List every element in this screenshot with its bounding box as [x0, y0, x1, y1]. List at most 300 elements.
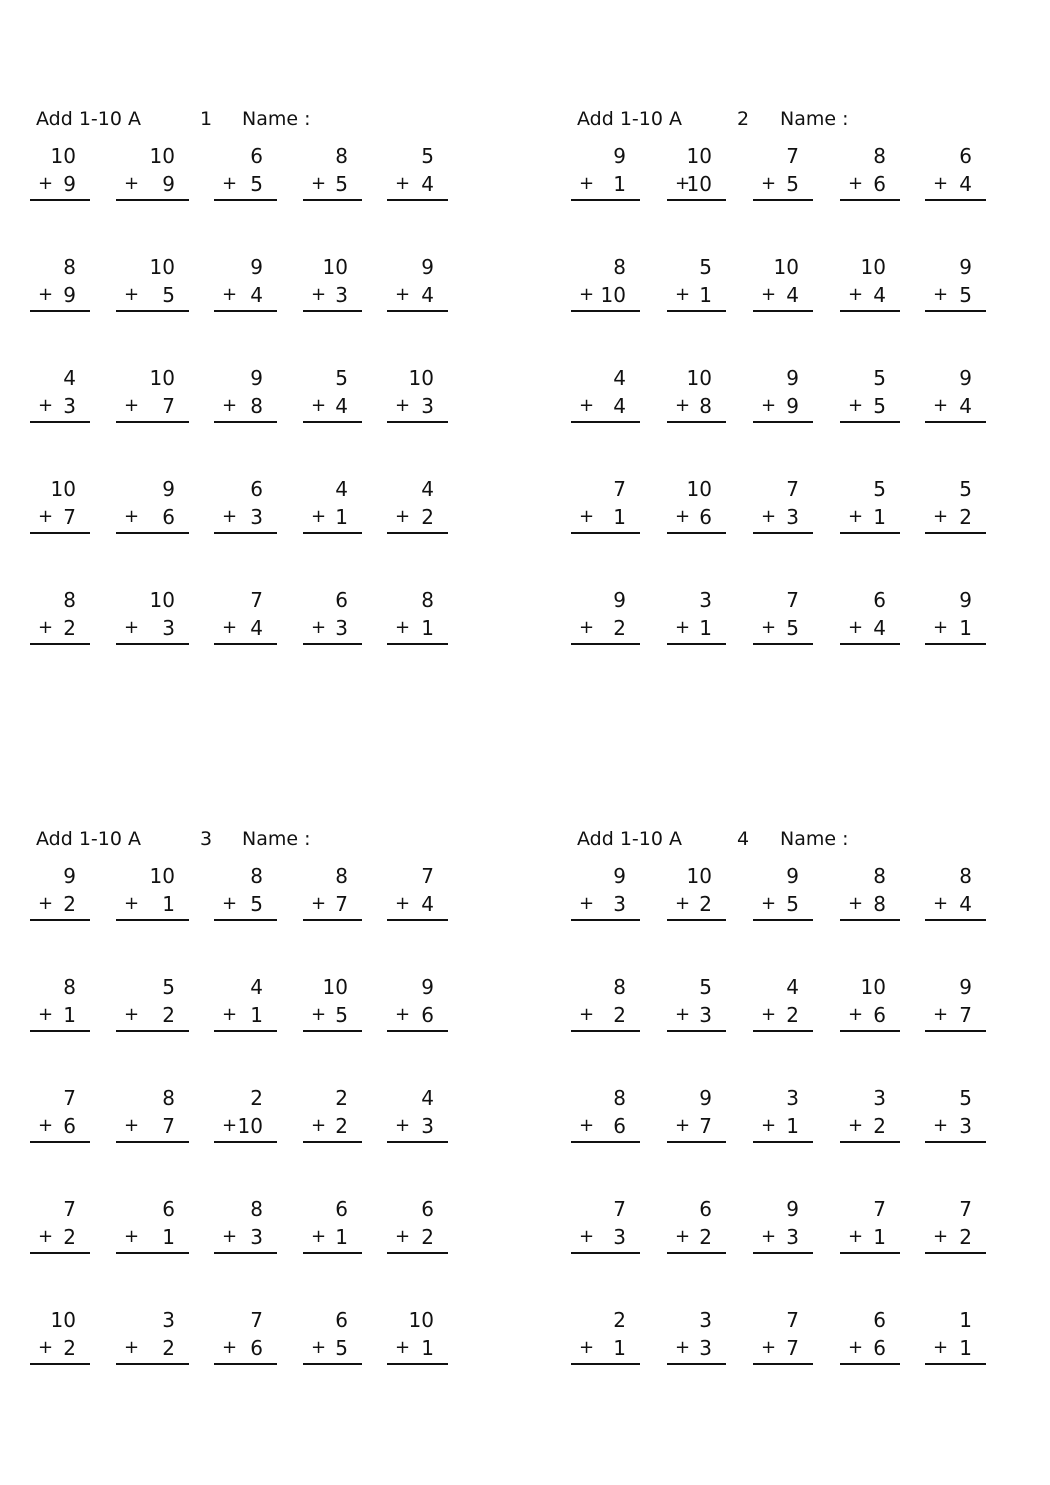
addition-problem[interactable]	[116, 1082, 189, 1142]
addition-problem[interactable]	[387, 860, 448, 920]
addend-top: 8	[63, 975, 76, 999]
answer-line	[925, 643, 986, 645]
addend-bottom: 1	[699, 283, 712, 307]
addend-top: 10	[50, 477, 76, 501]
answer-line	[214, 199, 277, 201]
plus-sign: +	[933, 617, 949, 638]
addition-problem[interactable]	[214, 140, 277, 200]
plus-sign: +	[933, 1004, 949, 1025]
addend-top: 3	[786, 1086, 799, 1110]
addition-problem[interactable]	[116, 971, 189, 1031]
addend-bottom: 8	[250, 394, 263, 418]
problem-row	[30, 971, 500, 1082]
addend-bottom: 1	[162, 1225, 175, 1249]
plus-sign: +	[311, 173, 327, 194]
plus-sign: +	[124, 1004, 140, 1025]
addend-top: 9	[421, 975, 434, 999]
addition-problem[interactable]	[840, 1304, 900, 1364]
plus-sign: +	[761, 173, 777, 194]
addend-top: 10	[773, 255, 799, 279]
addend-bottom: 3	[162, 616, 175, 640]
addend-bottom: 2	[63, 616, 76, 640]
addition-problem[interactable]	[214, 251, 277, 311]
addition-problem[interactable]	[303, 1082, 362, 1142]
addition-problem[interactable]	[753, 860, 813, 920]
addend-top: 10	[149, 255, 175, 279]
problem-row	[571, 1304, 1041, 1415]
addend-top: 8	[250, 1197, 263, 1221]
addend-top: 4	[421, 1086, 434, 1110]
addend-bottom: 4	[873, 283, 886, 307]
addition-problem[interactable]	[30, 584, 90, 644]
name-label: Name :	[242, 828, 311, 850]
addition-problem[interactable]	[571, 362, 640, 422]
addition-problem[interactable]	[30, 971, 90, 1031]
answer-line	[387, 1141, 448, 1143]
addend-top: 7	[613, 477, 626, 501]
problem-row	[30, 584, 500, 695]
addend-bottom: 1	[873, 505, 886, 529]
answer-line	[303, 421, 362, 423]
answer-line	[571, 310, 640, 312]
addend-top: 8	[613, 975, 626, 999]
addition-problem[interactable]	[303, 140, 362, 200]
answer-line	[387, 199, 448, 201]
addend-bottom: 2	[421, 505, 434, 529]
addition-problem[interactable]	[925, 1193, 986, 1253]
plus-sign: +	[395, 1337, 411, 1358]
answer-line	[925, 919, 986, 921]
plus-sign: +	[579, 173, 595, 194]
plus-sign: +	[38, 395, 54, 416]
addend-top: 6	[959, 144, 972, 168]
addition-problem[interactable]	[667, 140, 726, 200]
answer-line	[925, 1030, 986, 1032]
addend-bottom: 3	[786, 505, 799, 529]
addition-problem[interactable]	[840, 473, 900, 533]
worksheet-title: Add 1-10 A	[36, 828, 141, 850]
answer-line	[925, 310, 986, 312]
addition-problem[interactable]	[303, 1304, 362, 1364]
addition-problem[interactable]	[30, 1193, 90, 1253]
addend-bottom: 3	[699, 1003, 712, 1027]
plus-sign: +	[848, 1226, 864, 1247]
plus-sign: +	[761, 1115, 777, 1136]
addition-problem[interactable]	[116, 860, 189, 920]
answer-line	[116, 643, 189, 645]
addend-bottom: 1	[421, 1336, 434, 1360]
addition-problem[interactable]	[30, 473, 90, 533]
addition-problem[interactable]	[30, 362, 90, 422]
addend-top: 9	[786, 1197, 799, 1221]
addend-bottom: 5	[873, 394, 886, 418]
addition-problem[interactable]	[30, 140, 90, 200]
addend-top: 7	[786, 588, 799, 612]
plus-sign: +	[675, 284, 691, 305]
addition-problem[interactable]	[925, 251, 986, 311]
addition-problem[interactable]	[214, 1193, 277, 1253]
addend-bottom: 4	[421, 892, 434, 916]
answer-line	[116, 421, 189, 423]
answer-line	[571, 1030, 640, 1032]
plus-sign: +	[675, 1115, 691, 1136]
answer-line	[753, 421, 813, 423]
addend-top: 8	[335, 144, 348, 168]
addition-problem[interactable]	[840, 1193, 900, 1253]
addition-problem[interactable]	[925, 362, 986, 422]
addend-bottom: 4	[873, 616, 886, 640]
addition-problem[interactable]	[214, 1082, 277, 1142]
plus-sign: +	[124, 893, 140, 914]
addend-bottom: 4	[786, 283, 799, 307]
addition-problem[interactable]	[116, 473, 189, 533]
addition-problem[interactable]	[667, 860, 726, 920]
addend-bottom: 6	[873, 172, 886, 196]
addend-bottom: 10	[237, 1114, 263, 1138]
plus-sign: +	[222, 1115, 238, 1136]
plus-sign: +	[933, 395, 949, 416]
addend-top: 5	[421, 144, 434, 168]
plus-sign: +	[848, 506, 864, 527]
answer-line	[667, 919, 726, 921]
addition-problem[interactable]	[840, 584, 900, 644]
addition-problem[interactable]	[667, 362, 726, 422]
answer-line	[303, 919, 362, 921]
addend-bottom: 1	[421, 616, 434, 640]
plus-sign: +	[311, 506, 327, 527]
addition-problem[interactable]	[840, 1082, 900, 1142]
addition-problem[interactable]	[667, 1082, 726, 1142]
answer-line	[753, 919, 813, 921]
answer-line	[925, 1252, 986, 1254]
answer-line	[840, 919, 900, 921]
addition-problem[interactable]	[387, 140, 448, 200]
addend-bottom: 2	[335, 1114, 348, 1138]
addend-bottom: 2	[613, 1003, 626, 1027]
addition-problem[interactable]	[840, 362, 900, 422]
addend-bottom: 4	[959, 172, 972, 196]
addition-problem[interactable]	[753, 362, 813, 422]
addition-problem[interactable]	[571, 251, 640, 311]
answer-line	[116, 1030, 189, 1032]
addend-top: 3	[162, 1308, 175, 1332]
plus-sign: +	[124, 506, 140, 527]
addition-problem[interactable]	[387, 251, 448, 311]
plus-sign: +	[579, 617, 595, 638]
addend-top: 4	[250, 975, 263, 999]
addition-problem[interactable]	[303, 584, 362, 644]
addition-problem[interactable]	[214, 473, 277, 533]
plus-sign: +	[848, 1004, 864, 1025]
addition-problem[interactable]	[571, 473, 640, 533]
addition-problem[interactable]	[214, 362, 277, 422]
addition-problem[interactable]	[753, 971, 813, 1031]
addition-problem[interactable]	[214, 584, 277, 644]
addition-problem[interactable]	[667, 1193, 726, 1253]
worksheet-header	[571, 108, 1041, 140]
addend-bottom: 1	[335, 1225, 348, 1249]
addition-problem[interactable]	[925, 860, 986, 920]
answer-line	[925, 1141, 986, 1143]
addition-problem[interactable]	[303, 362, 362, 422]
addition-problem[interactable]	[571, 1193, 640, 1253]
plus-sign: +	[311, 617, 327, 638]
addend-bottom: 1	[613, 1336, 626, 1360]
addend-top: 7	[786, 1308, 799, 1332]
addition-problem[interactable]	[753, 140, 813, 200]
addition-problem[interactable]	[116, 1304, 189, 1364]
addend-top: 8	[873, 144, 886, 168]
addition-problem[interactable]	[303, 1193, 362, 1253]
answer-line	[925, 421, 986, 423]
answer-line	[30, 1141, 90, 1143]
answer-line	[571, 421, 640, 423]
worksheet-header	[30, 828, 500, 860]
addend-bottom: 2	[786, 1003, 799, 1027]
addition-problem[interactable]	[303, 473, 362, 533]
addend-bottom: 1	[699, 616, 712, 640]
answer-line	[303, 199, 362, 201]
addend-bottom: 4	[421, 283, 434, 307]
addend-top: 9	[613, 144, 626, 168]
addition-problem[interactable]	[571, 1304, 640, 1364]
addition-problem[interactable]	[214, 860, 277, 920]
plus-sign: +	[848, 1115, 864, 1136]
addition-problem[interactable]	[667, 971, 726, 1031]
addend-bottom: 2	[613, 616, 626, 640]
addend-top: 6	[250, 144, 263, 168]
addend-bottom: 3	[699, 1336, 712, 1360]
answer-line	[667, 1363, 726, 1365]
addition-problem[interactable]	[571, 140, 640, 200]
answer-line	[840, 1252, 900, 1254]
addend-bottom: 3	[421, 1114, 434, 1138]
plus-sign: +	[933, 284, 949, 305]
addend-bottom: 6	[421, 1003, 434, 1027]
addend-top: 10	[50, 144, 76, 168]
answer-line	[214, 310, 277, 312]
addend-bottom: 5	[786, 892, 799, 916]
addition-problem[interactable]	[925, 971, 986, 1031]
addition-problem[interactable]	[753, 1304, 813, 1364]
addition-problem[interactable]	[753, 251, 813, 311]
answer-line	[387, 532, 448, 534]
addition-problem[interactable]	[840, 251, 900, 311]
addend-bottom: 6	[873, 1336, 886, 1360]
addition-problem[interactable]	[753, 1082, 813, 1142]
addend-bottom: 2	[959, 1225, 972, 1249]
answer-line	[116, 919, 189, 921]
addition-problem[interactable]	[387, 971, 448, 1031]
addend-bottom: 3	[63, 394, 76, 418]
plus-sign: +	[579, 893, 595, 914]
worksheet-number: 2	[737, 108, 750, 130]
addend-top: 8	[873, 864, 886, 888]
addend-bottom: 1	[786, 1114, 799, 1138]
addend-bottom: 3	[786, 1225, 799, 1249]
plus-sign: +	[395, 617, 411, 638]
addend-bottom: 3	[959, 1114, 972, 1138]
addition-problem[interactable]	[387, 1304, 448, 1364]
plus-sign: +	[933, 173, 949, 194]
addition-problem[interactable]	[303, 971, 362, 1031]
plus-sign: +	[222, 617, 238, 638]
addition-problem[interactable]	[753, 1193, 813, 1253]
answer-line	[667, 532, 726, 534]
answer-line	[667, 310, 726, 312]
addition-problem[interactable]	[840, 140, 900, 200]
addition-problem[interactable]	[116, 251, 189, 311]
plus-sign: +	[675, 506, 691, 527]
addition-problem[interactable]	[387, 1082, 448, 1142]
plus-sign: +	[761, 1337, 777, 1358]
addend-top: 6	[335, 1197, 348, 1221]
addend-bottom: 7	[959, 1003, 972, 1027]
plus-sign: +	[311, 284, 327, 305]
plus-sign: +	[395, 1226, 411, 1247]
addend-top: 5	[335, 366, 348, 390]
addition-problem[interactable]	[667, 584, 726, 644]
plus-sign: +	[222, 506, 238, 527]
addition-problem[interactable]	[667, 251, 726, 311]
addend-top: 7	[786, 477, 799, 501]
addition-problem[interactable]	[387, 584, 448, 644]
addend-bottom: 1	[613, 172, 626, 196]
addend-bottom: 9	[162, 172, 175, 196]
problem-row	[30, 473, 500, 584]
plus-sign: +	[38, 506, 54, 527]
addend-bottom: 8	[873, 892, 886, 916]
plus-sign: +	[761, 893, 777, 914]
addition-problem[interactable]	[214, 1304, 277, 1364]
addend-top: 6	[162, 1197, 175, 1221]
answer-line	[116, 310, 189, 312]
answer-line	[667, 643, 726, 645]
addend-top: 8	[613, 1086, 626, 1110]
problem-row	[571, 584, 1041, 695]
addition-problem[interactable]	[925, 584, 986, 644]
answer-line	[667, 1030, 726, 1032]
addend-top: 1	[959, 1308, 972, 1332]
answer-line	[116, 532, 189, 534]
addend-top: 10	[149, 864, 175, 888]
addition-problem[interactable]	[925, 473, 986, 533]
addend-top: 9	[699, 1086, 712, 1110]
answer-line	[387, 919, 448, 921]
answer-line	[30, 1363, 90, 1365]
addition-problem[interactable]	[30, 1082, 90, 1142]
addition-problem[interactable]	[30, 1304, 90, 1364]
addition-problem[interactable]	[116, 1193, 189, 1253]
addend-bottom: 5	[250, 172, 263, 196]
addend-top: 10	[149, 144, 175, 168]
addition-problem[interactable]	[571, 971, 640, 1031]
addition-problem[interactable]	[667, 1304, 726, 1364]
addition-problem[interactable]	[214, 971, 277, 1031]
addend-bottom: 1	[335, 505, 348, 529]
answer-line	[214, 1363, 277, 1365]
answer-line	[214, 532, 277, 534]
addition-problem[interactable]	[667, 473, 726, 533]
addition-problem[interactable]	[571, 1082, 640, 1142]
addend-bottom: 5	[959, 283, 972, 307]
addition-problem[interactable]	[116, 140, 189, 200]
addend-top: 9	[786, 864, 799, 888]
addition-problem[interactable]	[303, 251, 362, 311]
answer-line	[303, 532, 362, 534]
answer-line	[667, 199, 726, 201]
plus-sign: +	[761, 617, 777, 638]
addition-problem[interactable]	[30, 860, 90, 920]
addend-top: 9	[786, 366, 799, 390]
answer-line	[214, 1030, 277, 1032]
problem-grid	[30, 860, 500, 1415]
addition-problem[interactable]	[753, 584, 813, 644]
worksheet-1	[30, 108, 500, 695]
addend-top: 8	[421, 588, 434, 612]
name-label: Name :	[780, 828, 849, 850]
addend-bottom: 7	[335, 892, 348, 916]
plus-sign: +	[579, 1337, 595, 1358]
worksheet-header	[571, 828, 1041, 860]
addition-problem[interactable]	[840, 860, 900, 920]
plus-sign: +	[761, 395, 777, 416]
plus-sign: +	[222, 395, 238, 416]
addend-top: 6	[699, 1197, 712, 1221]
addend-bottom: 1	[613, 505, 626, 529]
answer-line	[753, 532, 813, 534]
answer-line	[303, 310, 362, 312]
addition-problem[interactable]	[116, 584, 189, 644]
answer-line	[840, 1141, 900, 1143]
problem-row	[571, 251, 1041, 362]
addition-problem[interactable]	[387, 473, 448, 533]
addition-problem[interactable]	[30, 251, 90, 311]
addition-problem[interactable]	[303, 860, 362, 920]
plus-sign: +	[933, 506, 949, 527]
answer-line	[753, 199, 813, 201]
answer-line	[667, 1252, 726, 1254]
addend-top: 2	[613, 1308, 626, 1332]
answer-line	[925, 1363, 986, 1365]
addition-problem[interactable]	[571, 860, 640, 920]
plus-sign: +	[395, 173, 411, 194]
plus-sign: +	[38, 1004, 54, 1025]
answer-line	[387, 1252, 448, 1254]
answer-line	[571, 919, 640, 921]
addition-problem[interactable]	[925, 1082, 986, 1142]
addition-problem[interactable]	[925, 140, 986, 200]
addition-problem[interactable]	[840, 971, 900, 1031]
problem-row	[571, 1082, 1041, 1193]
addend-bottom: 9	[63, 172, 76, 196]
addition-problem[interactable]	[387, 1193, 448, 1253]
addend-bottom: 1	[959, 1336, 972, 1360]
answer-line	[753, 1030, 813, 1032]
addition-problem[interactable]	[925, 1304, 986, 1364]
plus-sign: +	[761, 1004, 777, 1025]
addition-problem[interactable]	[571, 584, 640, 644]
answer-line	[30, 643, 90, 645]
worksheet-title: Add 1-10 A	[36, 108, 141, 130]
plus-sign: +	[848, 173, 864, 194]
addition-problem[interactable]	[387, 362, 448, 422]
addition-problem[interactable]	[753, 473, 813, 533]
answer-line	[571, 1141, 640, 1143]
addend-bottom: 3	[335, 283, 348, 307]
answer-line	[840, 1363, 900, 1365]
addition-problem[interactable]	[116, 362, 189, 422]
